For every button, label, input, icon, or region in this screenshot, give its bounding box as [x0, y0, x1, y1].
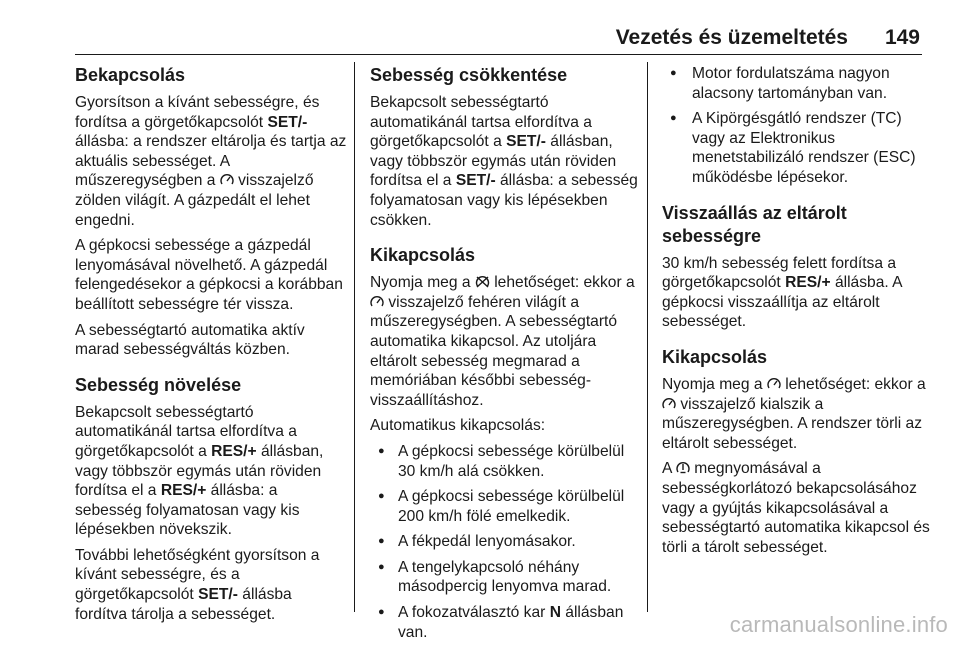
cruise-control-icon	[220, 173, 234, 186]
paragraph-switch-off: Nyomja meg a lehetőséget: ekkor a visszajelző kialszik a műszeregységben. A rendszer törli az eltárolt sebességet.	[662, 375, 926, 452]
heading-visszaallas: Visszaállás az eltárolt sebességre	[662, 202, 847, 246]
list-item: ● A gépkocsi sebessége körülbelül 30 km/h alá csökken.	[370, 442, 642, 481]
heading-sebesseg-csokkentese: Sebesség csökkentése	[370, 65, 568, 85]
paragraph-activate: Gyorsítson a kívánt sebességre, és fordítsa a görgetőkapcsolót SET/- állásba: a rendszer eltárolja és tartja az aktuális sebességet. A műszeregységben a visszajelző zölden világít. A gázpedált el lehet engedni.	[75, 94, 347, 229]
list-item: ● Motor fordulatszáma nagyon alacsony tartományban van.	[662, 64, 930, 103]
cruise-off-icon	[475, 275, 490, 288]
heading-sebesseg-novelese: Sebesség növelése	[75, 374, 242, 395]
section-title: Vezetés és üzemeltetés	[615, 26, 848, 49]
heading-kikapcsolas: Kikapcsolás	[370, 245, 476, 266]
paragraph-deactivate: Nyomja meg a lehetőséget: ekkor a visszajelző fehéren világít a műszeregységben. A sebességtartó automatika kikapcsol. Az utoljára eltárolt sebesség megmarad a memóriában későbbi sebesség-visszaállításhoz.	[370, 274, 635, 409]
paragraph-auto-off-intro: Automatikus kikapcsolás:	[370, 417, 546, 435]
header-divider	[75, 54, 922, 55]
auto-off-list-continued	[662, 64, 930, 188]
paragraph-resume: 30 km/h sebesség felett fordítsa a görgetőkapcsolót RES/+ állásba. A gépkocsi visszaállítja az eltárolt sebességet.	[662, 254, 902, 331]
list-item: ● A fékpedál lenyomásakor.	[370, 532, 642, 552]
list-item: ● A gépkocsi sebessége körülbelül 200 km/h fölé emelkedik.	[370, 487, 642, 526]
heading-bekapcsolas: Bekapcsolás	[75, 65, 186, 85]
paragraph-increase: Bekapcsolt sebességtartó automatikánál tartsa elfordítva a görgetőkapcsolót a RES/+ állásban, vagy többször egymás után röviden fordítsa el a RES/+ állásba: a sebesség folyamatosan vagy kis lépésekben növekszik.	[75, 403, 324, 539]
column-2	[370, 64, 642, 648]
list-item: ● A fokozatválasztó kar N állásban van.	[370, 603, 642, 642]
paragraph-gearshift: A sebességtartó automatika aktív marad sebességváltás közben.	[75, 321, 305, 359]
list-item: ● A tengelykapcsoló néhány másodpercig lenyomva marad.	[370, 558, 642, 597]
column-divider-1	[354, 62, 355, 612]
heading-kikapcsolas-2: Kikapcsolás	[662, 346, 768, 367]
auto-off-list	[370, 442, 642, 642]
speed-limiter-icon	[676, 461, 690, 474]
paragraph-decrease: Bekapcsolt sebességtartó automatikánál tartsa elfordítva a görgetőkapcsolót a SET/- állásban, vagy többször egymás után röviden fordítsa el a SET/- állásba: a sebesség folyamatosan vagy kis lépésekben csökken.	[370, 94, 638, 229]
list-item: ● A Kipörgésgátló rendszer (TC) vagy az Elektronikus menetstabilizáló rendszer (ESC) működésbe lépésekor.	[662, 109, 930, 187]
cruise-control-icon	[767, 377, 781, 390]
column-1	[75, 64, 347, 630]
paragraph-accelerate: A gépkocsi sebessége a gázpedál lenyomásával növelhető. A gázpedál felengedésekor a gépkocsi a korábban beállított sebességre tér vissza.	[75, 237, 343, 313]
page-number: 149	[884, 26, 920, 49]
page-header	[0, 20, 960, 60]
paragraph-limiter: A megnyomásával a sebességkorlátozó bekapcsolásához vagy a gyújtás kikapcsolásával a sebességtartó automatika kikapcsol és törli a tárolt sebességet.	[662, 460, 930, 556]
watermark: carmanualsonline.info	[729, 612, 948, 637]
column-3	[662, 64, 930, 563]
paragraph-store-speed: További lehetőségként gyorsítson a kívánt sebességre, és a görgetőkapcsolót SET/- állásba fordítva tárolja a sebességet.	[75, 546, 320, 623]
column-divider-2	[647, 62, 648, 612]
cruise-control-icon	[370, 295, 384, 308]
cruise-control-icon	[662, 397, 676, 410]
